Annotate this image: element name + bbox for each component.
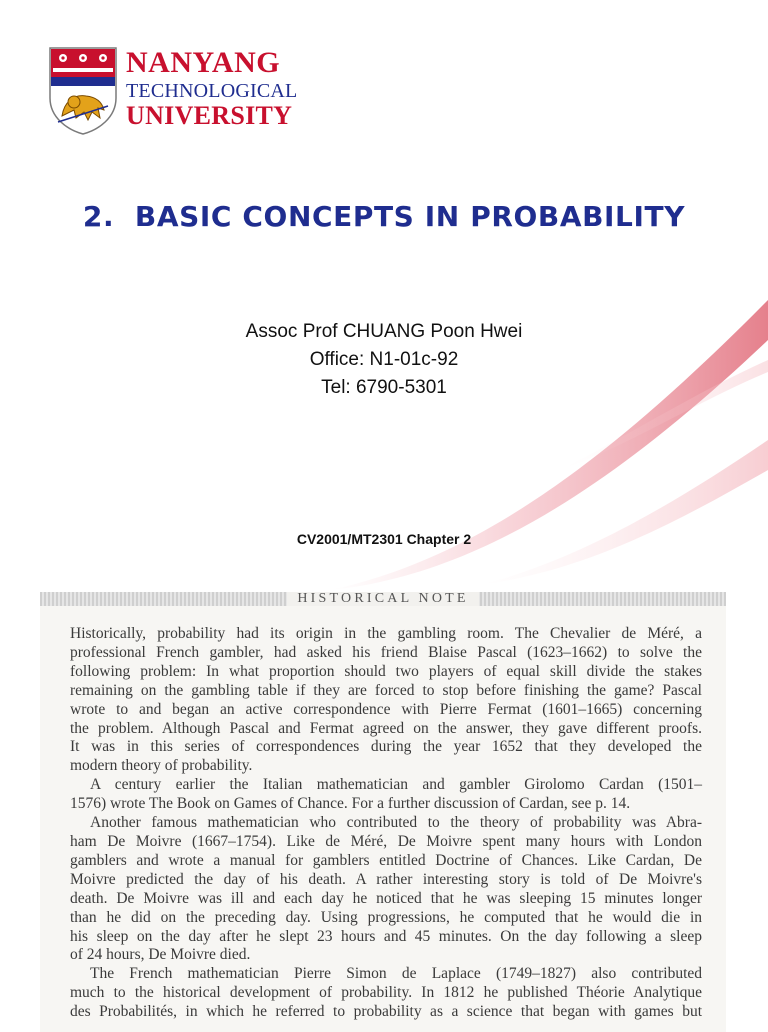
- historical-note-scan: [40, 592, 726, 1032]
- historical-note-line: ham De Moivre (1667–1754). Like de Méré, De Moivre spent many hours with London: [70, 832, 702, 850]
- historical-note-heading: HISTORICAL NOTE: [287, 592, 478, 606]
- historical-note-line: wrote to and began an active correspondence with Pierre Fermat (1601–1665) concerning: [70, 700, 702, 718]
- historical-note-line: the problem. Although Pascal and Fermat agreed on the answer, they gave different proofs.: [70, 719, 702, 737]
- university-name-line3: UNIVERSITY: [126, 101, 293, 130]
- course-code: CV2001/MT2301 Chapter 2: [296, 531, 472, 547]
- historical-note-text: [70, 625, 702, 1022]
- author-tel: Tel: 6790-5301: [321, 376, 447, 398]
- historical-note-line: following problem: In what proportion should two players of equal skill divide the stakes: [70, 662, 702, 680]
- university-name-line2: TECHNOLOGICAL: [126, 80, 298, 102]
- historical-note-line: A century earlier the Italian mathematician and gambler Girolomo Cardan (1501–: [90, 776, 702, 794]
- historical-note-line: his sleep on the day after he slept 23 hours and 45 minutes. On the day following a sleep: [70, 927, 702, 945]
- historical-note-line: of 24 hours, De Moivre died.: [70, 946, 251, 964]
- historical-note-line: modern theory of probability.: [70, 757, 253, 775]
- historical-note-line: The French mathematician Pierre Simon de Laplace (1749–1827) also contributed: [90, 965, 702, 983]
- historical-note-line: than he did on the preceding day. Using progressions, he computed that he would die in: [70, 908, 702, 926]
- historical-note-line: It was in this series of correspondences during the year 1652 that they developed the: [70, 738, 702, 756]
- page-title: 2. BASIC CONCEPTS IN PROBABILITY: [82, 200, 686, 233]
- historical-note-line: Moivre predicted the day of his death. A rather interesting story is told of De Moivre's: [70, 870, 702, 888]
- historical-note-line: gamblers and wrote a manual for gamblers entitled Doctrine of Chances. Like Cardan, De: [70, 851, 702, 869]
- author-office: Office: N1-01c-92: [309, 348, 459, 370]
- historical-note-heading-wrap: [40, 592, 726, 607]
- university-logo: [48, 46, 298, 138]
- historical-note-line: death. De Moivre was ill and each day he noticed that he was sleeping 15 minutes longer: [70, 889, 702, 907]
- university-name-line1: NANYANG: [126, 46, 281, 79]
- author-block: [0, 318, 768, 402]
- university-wordmark: [126, 48, 297, 129]
- historical-note-line: 1576) wrote The Book on Games of Chance. For a further discussion of Cardan, see p. 14.: [70, 795, 631, 813]
- historical-note-line: professional French gambler, had asked his friend Blaise Pascal (1623–1662) to solve the: [70, 643, 702, 661]
- historical-note-line: Another famous mathematician who contributed to the theory of probability was Abra-: [90, 814, 702, 832]
- historical-note-line: much to the historical development of probability. In 1812 he published Théorie Analytique: [70, 984, 702, 1002]
- historical-note-line: Historically, probability had its origin in the gambling room. The Chevalier de Méré, a: [70, 625, 702, 642]
- author-name: Assoc Prof CHUANG Poon Hwei: [245, 321, 523, 342]
- historical-note-line: des Probabilités, in which he referred to probability as a science that began with games but: [70, 1003, 702, 1021]
- historical-note-line: remaining on the gambling table if they are forced to stop before finishing the game? Pascal: [70, 681, 702, 699]
- crest-icon: [48, 46, 118, 136]
